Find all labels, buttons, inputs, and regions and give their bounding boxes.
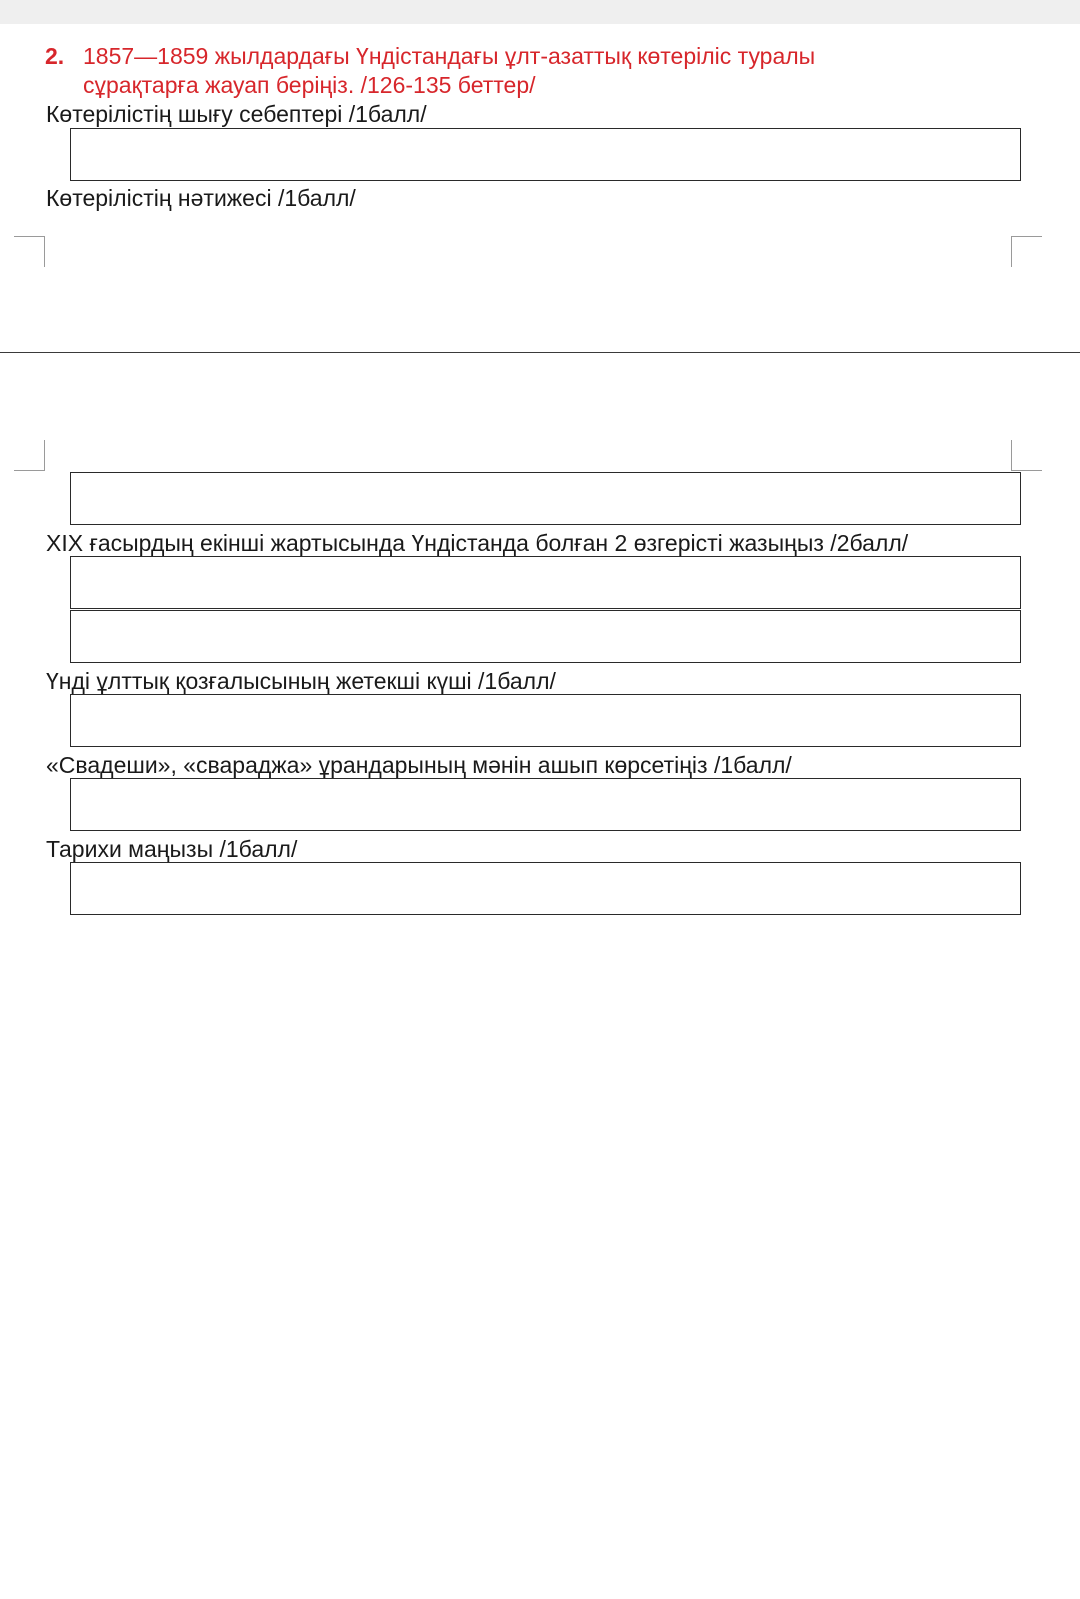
question-title-line-2: сұрақтарға жауап беріңіз. /126-135 беттер/ bbox=[83, 72, 536, 98]
page-corner-mark bbox=[1011, 236, 1042, 267]
prompt-results: Көтерілістің нәтижесі /1балл/ bbox=[46, 185, 356, 211]
app-top-bar bbox=[0, 0, 1080, 24]
prompt-causes: Көтерілістің шығу себептері /1балл/ bbox=[46, 101, 427, 127]
page-corner-mark bbox=[14, 440, 45, 471]
answer-box-change-2[interactable] bbox=[70, 610, 1021, 663]
page-corner-mark bbox=[14, 236, 45, 267]
answer-box-leading-force[interactable] bbox=[70, 694, 1021, 747]
prompt-slogans: «Свадеши», «свараджа» ұрандарының мәнін ашып көрсетіңіз /1балл/ bbox=[46, 752, 792, 778]
answer-box-change-1[interactable] bbox=[70, 556, 1021, 609]
answer-box-significance[interactable] bbox=[70, 862, 1021, 915]
prompt-significance: Тарихи маңызы /1балл/ bbox=[46, 836, 298, 862]
answer-box-slogans[interactable] bbox=[70, 778, 1021, 831]
page-break-divider bbox=[0, 352, 1080, 353]
prompt-changes: XIX ғасырдың екінші жартысында Үндістанда болған 2 өзгерісті жазыңыз /2балл/ bbox=[46, 530, 909, 556]
question-number: 2. bbox=[45, 43, 65, 69]
answer-box-causes[interactable] bbox=[70, 128, 1021, 181]
question-title-line-1: 1857—1859 жылдардағы Үндістандағы ұлт-азаттық көтеріліс туралы bbox=[83, 43, 816, 69]
prompt-leading-force: Үнді ұлттық қозғалысының жетекші күші /1балл/ bbox=[46, 668, 556, 694]
page-corner-mark bbox=[1011, 440, 1042, 471]
answer-box-results[interactable] bbox=[70, 472, 1021, 525]
